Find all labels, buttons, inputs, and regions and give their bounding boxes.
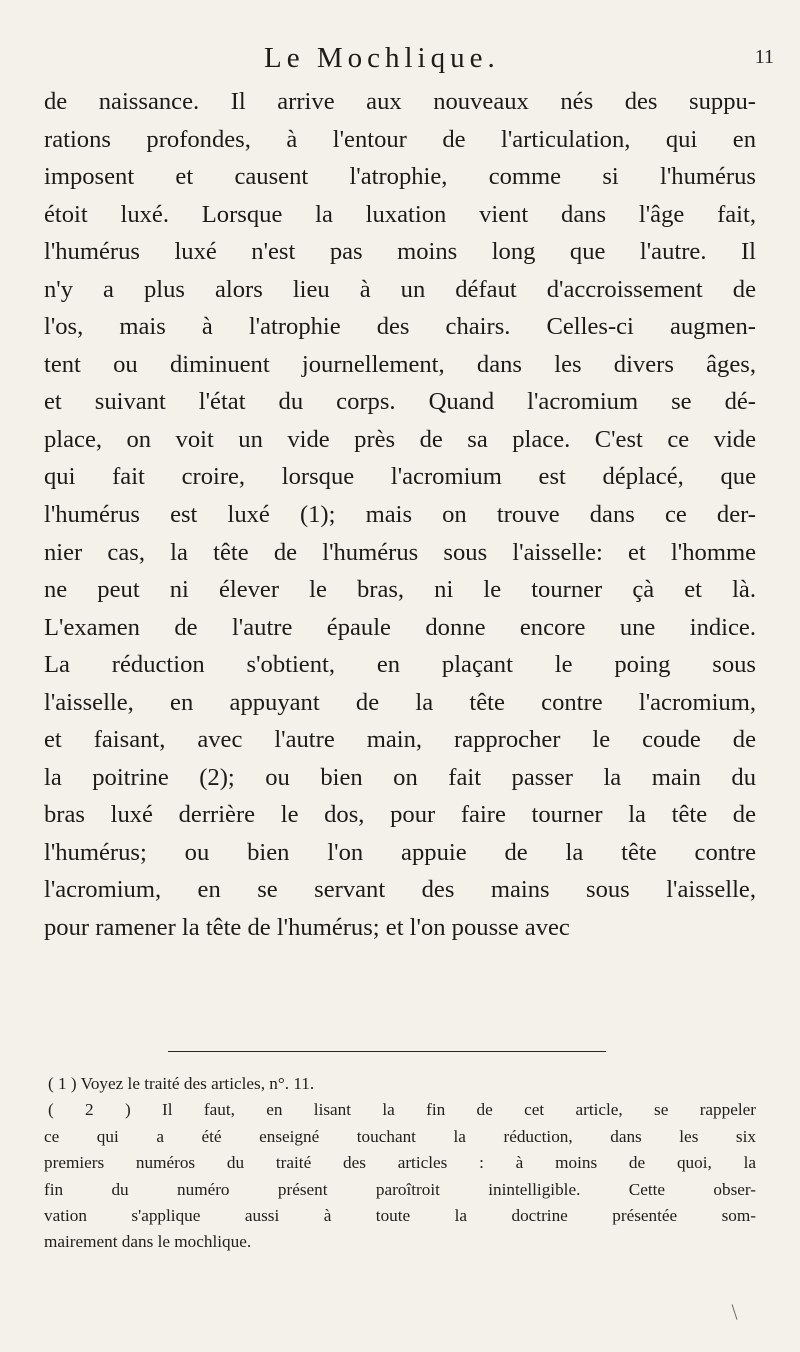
footnote-2-line: vation s'applique aussi à toute la doctrine présentée som-: [44, 1205, 756, 1225]
footnote-2-line: premiers numéros du traité des articles : à moins de quoi, la: [44, 1153, 756, 1173]
text-line: L'examen de l'autre épaule donne encore une indice.: [44, 613, 756, 641]
text-line: pour ramener la tête de l'humérus; et l'on pousse avec: [44, 914, 570, 942]
text-line: imposent et causent l'atrophie, comme si l'humérus: [44, 163, 756, 191]
text-line: place, on voit un vide près de sa place. C'est ce vide: [44, 425, 756, 453]
footnote-2-line: ( 2 ) Il faut, en lisant la fin de cet article, se rappeler: [48, 1100, 756, 1120]
text-line: tent ou diminuent journellement, dans les divers âges,: [44, 350, 756, 378]
text-line: qui fait croire, lorsque l'acromium est déplacé, que: [44, 463, 756, 491]
footnote-2-line: ce qui a été enseigné touchant la réduction, dans les six: [44, 1126, 756, 1146]
text-line: l'os, mais à l'atrophie des chairs. Celles-ci augmen-: [44, 313, 756, 341]
footnote-1: ( 1 ) Voyez le traité des articles, n°. 11.: [48, 1074, 315, 1093]
text-line: la poitrine (2); ou bien on fait passer la main du: [44, 763, 756, 791]
text-line: étoit luxé. Lorsque la luxation vient dans l'âge fait,: [44, 200, 756, 228]
stray-ink-mark: [732, 1304, 738, 1320]
running-title: Le Mochlique.: [264, 42, 500, 74]
text-line: l'aisselle, en appuyant de la tête contre l'acromium,: [44, 688, 756, 716]
text-line: rations profondes, à l'entour de l'articulation, qui en: [44, 125, 756, 153]
footnote-rule: [168, 1051, 606, 1052]
text-line: nier cas, la tête de l'humérus sous l'aisselle: et l'homme: [44, 538, 756, 566]
footnote-2-line: mairement dans le mochlique.: [44, 1232, 252, 1252]
footnotes: [44, 1071, 756, 1256]
text-line: l'humérus est luxé (1); mais on trouve dans ce der-: [44, 501, 756, 529]
text-line: de naissance. Il arrive aux nouveaux nés des suppu-: [44, 88, 756, 115]
text-line: ne peut ni élever le bras, ni le tourner çà et là.: [44, 576, 756, 604]
text-line: La réduction s'obtient, en plaçant le poing sous: [44, 651, 756, 679]
text-line: l'humérus; ou bien l'on appuie de la tête contre: [44, 838, 756, 866]
page-number: 11: [754, 46, 774, 68]
body-text: [44, 83, 756, 947]
text-line: bras luxé derrière le dos, pour faire tourner la tête de: [44, 801, 756, 829]
text-line: l'acromium, en se servant des mains sous l'aisselle,: [44, 876, 756, 904]
running-head: [264, 42, 774, 82]
text-line: et faisant, avec l'autre main, rapprocher le coude de: [44, 726, 756, 754]
text-line: l'humérus luxé n'est pas moins long que l'autre. Il: [44, 238, 756, 266]
text-line: n'y a plus alors lieu à un défaut d'accroissement de: [44, 275, 756, 303]
text-line: et suivant l'état du corps. Quand l'acromium se dé-: [44, 388, 756, 416]
footnote-2-line: fin du numéro présent paroîtroit inintelligible. Cette obser-: [44, 1179, 756, 1199]
